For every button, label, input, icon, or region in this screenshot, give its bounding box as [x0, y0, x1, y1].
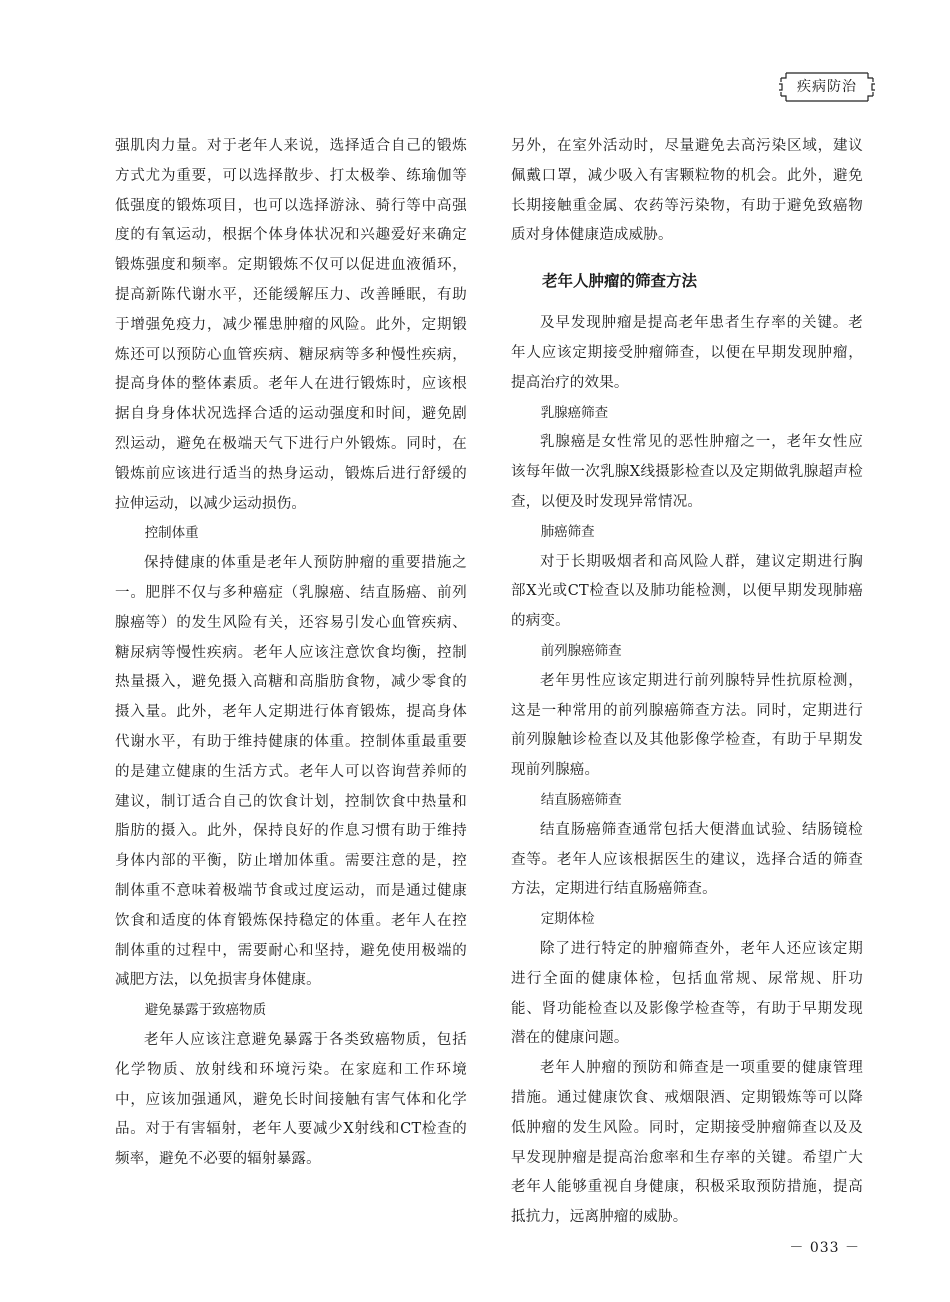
page-number: － 033 － [789, 1240, 860, 1256]
paragraph: 及早发现肿瘤是提高老年患者生存率的关键。老年人应该定期接受肿瘤筛查，以便在早期发现肿瘤，提高治疗的效果。 [511, 315, 863, 391]
paragraph: 除了进行特定的肿瘤筛查外，老年人还应该定期进行全面的健康体检，包括血常规、尿常规、肝功能、肾功能检查以及影像学检查等，有助于早期发现潜在的健康问题。 [511, 940, 863, 1047]
left-column [115, 132, 467, 1175]
section-tag [778, 70, 876, 104]
paragraph: 老年男性应该定期进行前列腺特异性抗原检测，这是一种常用的前列腺癌筛查方法。同时，定期进行前列腺触诊检查以及其他影像学检查，有助于早期发现前列腺癌。 [511, 672, 863, 779]
subheading: 前列腺癌筛查 [540, 642, 622, 659]
subheading: 避免暴露于致癌物质 [144, 1002, 267, 1019]
paragraph: 老年人应该注意避免暴露于各类致癌物质，包括化学物质、放射线和环境污染。在家庭和工作环境中，应该加强通风，避免长时间接触有害气体和化学品。对于有害辐射，老年人要减少X射线和CT检查的频率，避免不必要的辐射暴露。 [115, 1031, 467, 1168]
subheading: 结直肠癌筛查 [540, 791, 622, 808]
paragraph: 另外，在室外活动时，尽量避免去高污染区域，建议佩戴口罩，减少吸入有害颗粒物的机会。此外，避免长期接触重金属、农药等污染物，有助于避免致癌物质对身体健康造成威胁。 [511, 138, 863, 244]
paragraph: 强肌肉力量。对于老年人来说，选择适合自己的锻炼方式尤为重要，可以选择散步、打太极拳、练瑜伽等低强度的锻炼项目，也可以选择游泳、骑行等中高强度的有氧运动，根据个体身体状况和兴趣爱好来确定锻炼强度和频率。定期锻炼不仅可以促进血液循环，提高新陈代谢水平，还能缓解压力、改善睡眠，有助于增强免疫力，减少罹患肿瘤的风险。此外，定期锻炼还可以预防心血管疾病、糖尿病等多种慢性疾病，提高身体的整体素质。老年人在进行锻炼时，应该根据自身身体状况选择合适的运动强度和时间，避免剧烈运动，避免在极端天气下进行户外锻炼。同时，在锻炼前应该进行适当的热身运动，锻炼后进行舒缓的拉伸运动，以减少运动损伤。 [115, 138, 467, 512]
subheading: 控制体重 [144, 525, 199, 542]
section-heading: 老年人肿瘤的筛查方法 [542, 272, 698, 291]
subheading: 肺癌筛查 [540, 523, 595, 540]
section-tag-label: 疾病防治 [797, 79, 857, 95]
paragraph: 老年人肿瘤的预防和筛查是一项重要的健康管理措施。通过健康饮食、戒烟限酒、定期锻炼等可以降低肿瘤的发生风险。同时，定期接受肿瘤筛查以及及早发现肿瘤是提高治愈率和生存率的关键。希望广大老年人能够重视自身健康，积极采取预防措施，提高抵抗力，远离肿瘤的威胁。 [511, 1060, 863, 1226]
paragraph: 对于长期吸烟者和高风险人群，建议定期进行胸部X光或CT检查以及肺功能检测，以便早期发现肺癌的病变。 [511, 553, 863, 630]
subheading: 定期体检 [540, 911, 595, 928]
paragraph: 结直肠癌筛查通常包括大便潜血试验、结肠镜检查等。老年人应该根据医生的建议，选择合适的筛查方法，定期进行结直肠癌筛查。 [511, 821, 863, 898]
paragraph: 乳腺癌是女性常见的恶性肿瘤之一，老年女性应该每年做一次乳腺X线摄影检查以及定期做乳腺超声检查，以便及时发现异常情况。 [511, 434, 863, 510]
paragraph: 保持健康的体重是老年人预防肿瘤的重要措施之一。肥胖不仅与多种癌症（乳腺癌、结直肠癌、前列腺癌等）的发生风险有关，还容易引发心血管疾病、糖尿病等慢性疾病。老年人应该注意饮食均衡，控制热量摄入，避免摄入高糖和高脂肪食物，减少零食的摄入量。此外，老年人定期进行体育锻炼，提高身体代谢水平，有助于维持健康的体重。控制体重最重要的是建立健康的生活方式。老年人可以咨询营养师的建议，制订适合自己的饮食计划，控制饮食中热量和脂肪的摄入。此外，保持良好的作息习惯有助于维持身体内部的平衡，防止增加体重。需要注意的是，控制体重不意味着极端节食或过度运动，而是通过健康饮食和适度的体育锻炼保持稳定的体重。老年人在控制体重的过程中，需要耐心和坚持，避免使用极端的减肥方法，以免损害身体健康。 [115, 555, 467, 989]
subheading: 乳腺癌筛查 [540, 404, 609, 421]
right-column [511, 132, 863, 1233]
